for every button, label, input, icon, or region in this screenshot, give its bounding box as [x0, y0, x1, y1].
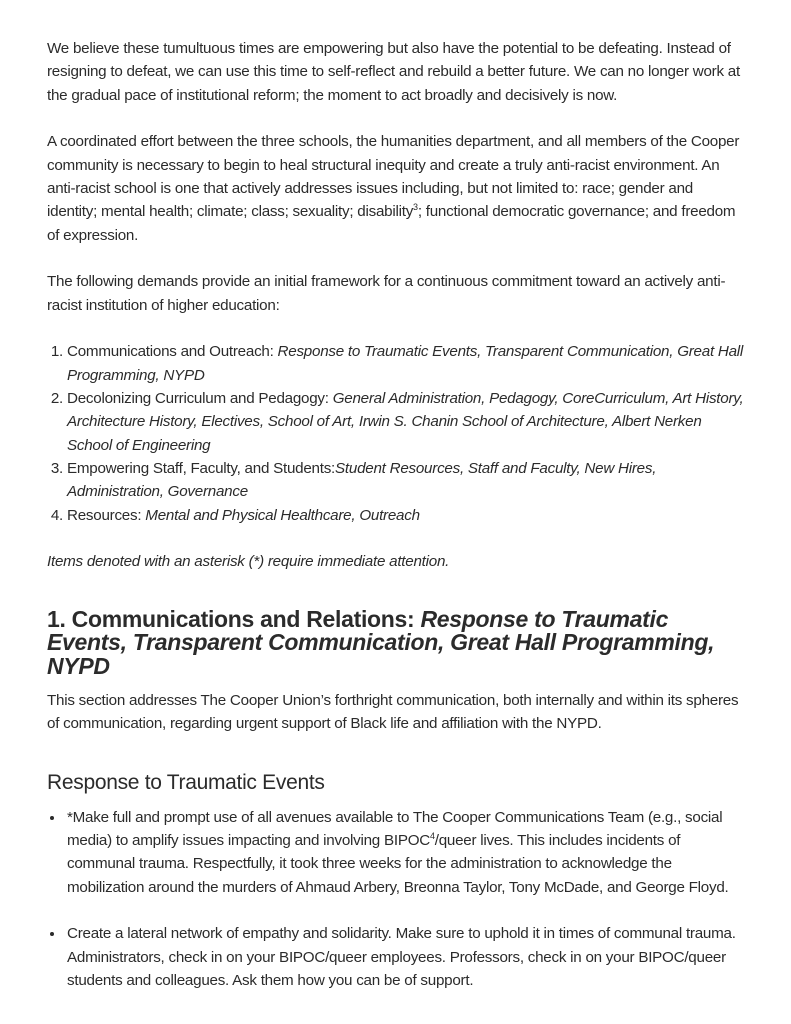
- demand-item: [67, 340, 746, 387]
- footnote-marker-4[interactable]: 4: [429, 831, 435, 842]
- paragraph-text: A coordinated effort between the three schools, the humanities department, and all members of the Cooper community is necessary to begin to heal structural inequity and create a truly anti-racist environment. An anti-racist school is one that actively addresses issues including, but not limited to: race; gender and identity; mental health; climate; class; sexuality; disability: [47, 133, 740, 221]
- asterisk-note: Items denoted with an asterisk (*) require immediate attention.: [47, 553, 450, 571]
- demand-label: Communications and Outreach:: [67, 343, 278, 361]
- bullet-item: *Make full and prompt use of all avenues available to The Cooper Communications Team (e.g., social media) to amplify issues impacting and involving BIPOC$^4$/queer lives. This includes incidents of communal trauma. Respectfully, it took three weeks for the administration to acknowledge the mobilization around the murders of Ahmaud Arbery, Breonna Taylor, Tony McDade, and George Floyd.: [67, 806, 746, 899]
- demand-topics: Student Resources, Staff and Faculty, New Hires, Administration, Governance: [67, 459, 657, 501]
- demand-label: Decolonizing Curriculum and Pedagogy:: [67, 390, 333, 408]
- footnote-marker-3[interactable]: 3: [413, 202, 418, 213]
- demand-label: Empowering Staff, Faculty, and Students:: [67, 459, 336, 477]
- demand-item: [67, 457, 746, 504]
- demands-list: [47, 340, 746, 526]
- paragraph-text: ; functional democratic governance; and freedom of expression.: [47, 203, 736, 244]
- demand-topics: General Administration, Pedagogy, CoreCurriculum, Art History, Architecture History, Electives, School of Art, Irwin S. Chanin School of Architecture, Albert Nerken School of Engineering: [67, 390, 744, 454]
- section-heading: 1. Communications and Relations: Response to Traumatic Events, Transparent Communication, Great Hall Programming, NYPD: [47, 605, 715, 679]
- demand-label: Resources:: [67, 506, 146, 524]
- demand-item: [67, 504, 746, 527]
- subsection-heading: Response to Traumatic Events: [47, 770, 325, 794]
- demand-item: [67, 387, 746, 457]
- bullet-list: [47, 806, 746, 993]
- intro-paragraph-3: The following demands provide an initial framework for a continuous commitment toward an actively anti-racist institution of higher education:: [47, 273, 726, 314]
- demand-topics: Mental and Physical Healthcare, Outreach: [145, 506, 420, 524]
- bullet-item: Create a lateral network of empathy and solidarity. Make sure to uphold it in times of communal trauma. Administrators, check in on your BIPOC/queer employees. Professors, check in on your BIPOC/queer students and colleagues. Ask them how you can be of support.: [67, 922, 746, 992]
- section-intro: This section addresses The Cooper Union’s forthright communication, both internally and within its spheres of communication, regarding urgent support of Black life and affiliation with the NYPD.: [47, 692, 739, 733]
- intro-paragraph-1: We believe these tumultuous times are empowering but also have the potential to be defeating. Instead of resigning to defeat, we can use this time to self-reflect and rebuild a better future. We can no longer work at the gradual pace of institutional reform; the moment to act broadly and decisively is now.: [47, 40, 740, 104]
- demand-topics: Response to Traumatic Events, Transparent Communication, Great Hall Programming, NYPD: [67, 343, 744, 384]
- intro-paragraph-2: [47, 130, 746, 246]
